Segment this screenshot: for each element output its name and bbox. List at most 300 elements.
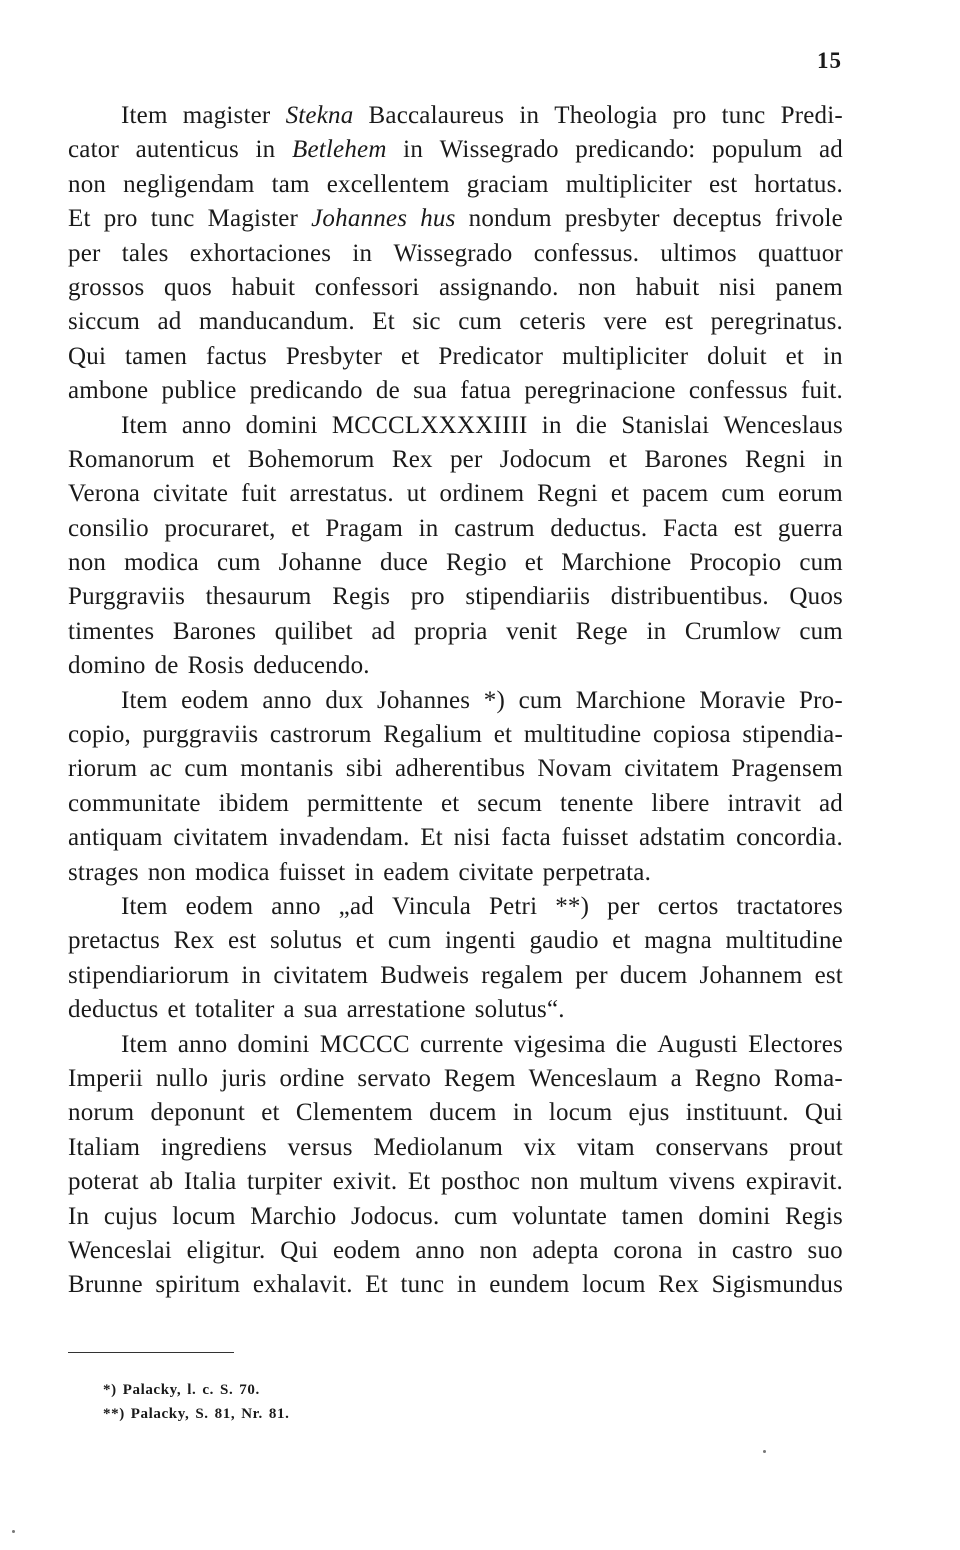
word: adherentibus [395, 755, 526, 783]
word: deponunt [150, 1099, 246, 1127]
word: vigesima [513, 1030, 606, 1058]
word: stipendia- [742, 721, 843, 749]
text-line [68, 340, 843, 374]
word: et [524, 549, 544, 577]
word: Item [121, 1030, 168, 1058]
word: facta [501, 824, 551, 852]
footnote-word: **) [103, 1406, 125, 1422]
word: solutus [269, 927, 343, 955]
word: cum [458, 308, 502, 336]
word: consilio [68, 514, 149, 542]
word: eodem [181, 686, 249, 714]
word: spiritum [155, 1271, 241, 1299]
word: ut [406, 480, 427, 508]
word: castrorum [269, 721, 372, 749]
word: autenticus [135, 136, 239, 164]
word: Rosis [187, 652, 245, 680]
word: Verona [68, 480, 141, 508]
word: cum [518, 686, 563, 714]
word: sibi [345, 755, 383, 783]
word: fuisset [278, 858, 346, 886]
text-line [68, 890, 843, 924]
word: Crumlow [684, 617, 781, 645]
word: Imperii [68, 1064, 143, 1092]
word: Rex [391, 445, 433, 473]
word: pretactus [68, 927, 161, 955]
word: grossos [68, 273, 145, 301]
word: die [575, 411, 608, 439]
word: Procopio [689, 549, 782, 577]
text-line [68, 237, 843, 271]
text-line [68, 580, 843, 614]
word: quilibet [274, 617, 353, 645]
word: Johannes [311, 205, 408, 233]
word: copio, [68, 721, 131, 749]
word: eligitur. [186, 1236, 266, 1264]
word: est [814, 961, 843, 989]
word: Qui [68, 342, 107, 370]
word: **) [555, 892, 590, 920]
word: thesaurum [205, 583, 312, 611]
word: Et [420, 824, 443, 852]
word: confessus. [533, 239, 640, 267]
word: ordine [279, 1064, 345, 1092]
word: Pragensem [731, 755, 843, 783]
word: Wissegrado [393, 239, 513, 267]
word: non [578, 273, 617, 301]
word: die [615, 1030, 648, 1058]
footnote-word: 81. [268, 1406, 290, 1422]
word: venit [506, 617, 558, 645]
word: gaudio [529, 927, 599, 955]
text-line [68, 1200, 843, 1234]
word: Et [372, 308, 395, 336]
word: Regni [537, 480, 598, 508]
word: ibidem [218, 789, 290, 817]
word: Wenceslai [68, 1236, 172, 1264]
word: cator [68, 136, 119, 164]
word: ambone [68, 377, 149, 405]
word: predicando [249, 377, 363, 405]
word: in [241, 961, 262, 989]
word: non [68, 170, 107, 198]
word: in [519, 102, 540, 129]
word: civitatem [273, 961, 369, 989]
word: vitam [576, 1133, 635, 1161]
word: cum [799, 549, 843, 577]
word: Qui [804, 1099, 843, 1127]
word: in [418, 514, 439, 542]
word: quos [163, 273, 212, 301]
text-line [68, 271, 843, 305]
word: ab [149, 1168, 174, 1196]
word: civitate [152, 480, 229, 508]
page-number: 15 [817, 48, 842, 73]
word: timentes [68, 617, 155, 645]
scan-speck [12, 1530, 15, 1533]
word: civitate [458, 858, 534, 886]
word: de [154, 652, 179, 680]
footnote-rule [68, 1352, 234, 1353]
word: tales [121, 239, 169, 267]
word: Vincula [391, 892, 472, 920]
word: non [147, 858, 186, 886]
footnote [103, 1378, 295, 1402]
word: anno [181, 411, 232, 439]
word: in [697, 1236, 718, 1264]
word: in [354, 858, 375, 886]
word: Novam [537, 755, 613, 783]
word: stipendiariis [465, 583, 591, 611]
word: multum [579, 1168, 659, 1196]
word: regalem [481, 961, 564, 989]
word: ac [149, 755, 173, 783]
word: modica [124, 549, 199, 577]
footnote-word: l. [187, 1382, 197, 1398]
word: juris [221, 1064, 267, 1092]
word: Qui [280, 1236, 319, 1264]
word: non [479, 1236, 518, 1264]
word: tam [271, 170, 310, 198]
word: ultimos [660, 239, 737, 267]
footnote-word: 81, [214, 1406, 236, 1422]
text-line [68, 752, 843, 786]
word: per [68, 239, 101, 267]
word: ingrediens [160, 1133, 267, 1161]
word: domini [698, 1202, 771, 1230]
word: frivole [774, 205, 843, 233]
word: intravit [727, 789, 802, 817]
word: locum [172, 1202, 236, 1230]
word: adepta [532, 1236, 599, 1264]
word: tamen [621, 1202, 684, 1230]
word: et [608, 445, 628, 473]
word: exhalavit. [252, 1271, 353, 1299]
word: in [512, 1099, 533, 1127]
footnotes [103, 1378, 295, 1426]
word: Johannem [699, 961, 803, 989]
footnote-word: Palacky, [122, 1382, 182, 1398]
word: per [575, 961, 608, 989]
word: cum [184, 755, 229, 783]
word: et [355, 927, 375, 955]
text-line [68, 856, 843, 890]
word: Rege [575, 617, 628, 645]
word: et [785, 342, 805, 370]
word: ad [818, 136, 843, 164]
word: domini [237, 1030, 310, 1058]
word: civitatem [173, 824, 269, 852]
word: predicando: [575, 136, 696, 164]
word: eodem [333, 1236, 401, 1264]
word: Pragam [325, 514, 403, 542]
footnote-word: S. [195, 1406, 209, 1422]
word: tunc [150, 205, 195, 233]
word: Rex [173, 927, 215, 955]
word: instituunt. [685, 1099, 789, 1127]
word: hus [420, 205, 456, 233]
word: Presbyter [285, 342, 383, 370]
word: deductus. [550, 514, 648, 542]
word: Wissegrado [439, 136, 559, 164]
word: *) [483, 686, 506, 714]
word: turpiter [246, 1168, 323, 1196]
word: distribuentibus. [610, 583, 769, 611]
word: permittente [307, 789, 424, 817]
word: a [283, 996, 295, 1024]
word: dux [325, 686, 364, 714]
word: Item [121, 892, 168, 920]
word: et [291, 514, 310, 542]
word: prout [789, 1133, 843, 1161]
word: non [530, 1168, 569, 1196]
word: Bohemorum [247, 445, 375, 473]
word: Italiam [68, 1133, 141, 1161]
word: sua [303, 996, 338, 1024]
word: Romanorum [68, 445, 195, 473]
word: Moravie [699, 686, 786, 714]
body-text [68, 99, 843, 1303]
word: et [167, 996, 186, 1024]
word: anno [262, 686, 312, 714]
text-line [68, 649, 843, 683]
word: purggraviis [142, 721, 259, 749]
word: Barones [644, 445, 728, 473]
word: Predi- [780, 102, 843, 129]
word: Regem [443, 1064, 516, 1092]
word: cum [799, 617, 843, 645]
word: Wenceslaus [723, 411, 843, 439]
word: siccum [68, 308, 141, 336]
word: exivit. [332, 1168, 398, 1196]
word: Mediolanum [373, 1133, 504, 1161]
word: Regio [446, 549, 507, 577]
word: adstatim [639, 824, 726, 852]
word: a [670, 1064, 682, 1092]
word: in [403, 136, 424, 164]
text-line [68, 787, 843, 821]
word: peregrinatus. [710, 308, 843, 336]
footnote-word: S. [220, 1382, 234, 1398]
text-line [68, 99, 843, 133]
word: tamen [125, 342, 188, 370]
word: graciam [466, 170, 549, 198]
word: servato [357, 1064, 432, 1092]
word: in [646, 617, 667, 645]
word: Sigismundus [711, 1271, 843, 1299]
word: perpetrata. [542, 858, 652, 886]
word: pro [672, 102, 707, 129]
text-line [68, 1062, 843, 1096]
word: Quos [789, 583, 843, 611]
word: tunc [400, 1271, 445, 1299]
word: nisi [718, 273, 756, 301]
word: et [610, 480, 630, 508]
word: Electores [748, 1030, 843, 1058]
word: fuit [241, 480, 277, 508]
word: Item [121, 686, 168, 714]
word: Clementem [295, 1099, 413, 1127]
word: Augusti [657, 1030, 738, 1058]
word: eorum [777, 480, 843, 508]
word: In [68, 1202, 90, 1230]
word: procuraret, [164, 514, 276, 542]
word: Regni [745, 445, 806, 473]
word: arrestatione [346, 996, 466, 1024]
word: Item [121, 411, 168, 439]
word: multipliciter [565, 170, 692, 198]
footnote-word: Palacky, [130, 1406, 190, 1422]
word: locum [548, 1099, 613, 1127]
word: assignando. [438, 273, 559, 301]
word: multitudine [523, 721, 642, 749]
word: secum [477, 789, 543, 817]
word: cum [721, 480, 766, 508]
word: Stanislai [621, 411, 710, 439]
word: MCCCC [319, 1030, 410, 1058]
word: non [68, 549, 107, 577]
word: Regno [694, 1064, 762, 1092]
word: multipliciter [562, 342, 689, 370]
word: ceteris [519, 308, 586, 336]
word: magister [182, 102, 271, 129]
word: tunc [721, 102, 766, 129]
text-line [68, 959, 843, 993]
word: Baccalaureus [368, 102, 505, 129]
word: vix [523, 1133, 557, 1161]
word: anno [177, 1030, 228, 1058]
word: habuit [231, 273, 296, 301]
word: in [823, 342, 843, 370]
footnote-word: *) [103, 1382, 117, 1398]
word: Barones [172, 617, 257, 645]
text-line [68, 1131, 843, 1165]
word: Wenceslaum [528, 1064, 658, 1092]
word: posthoc [440, 1168, 521, 1196]
word: suo [807, 1236, 843, 1264]
word: publice [161, 377, 237, 405]
word: corona [613, 1236, 683, 1264]
word: fuit. [801, 377, 843, 405]
word: vivens [668, 1168, 736, 1196]
word: cum [387, 927, 432, 955]
word: anno [415, 1236, 465, 1264]
word: „ad [338, 892, 374, 920]
text-line [68, 202, 843, 236]
word: quattuor [758, 239, 843, 267]
word: ordinem [439, 480, 525, 508]
word: et [612, 927, 631, 955]
word: magna [644, 927, 712, 955]
text-line [68, 1234, 843, 1268]
word: domini [245, 411, 318, 439]
word: duce [380, 549, 429, 577]
word: libere [651, 789, 710, 817]
word: invadendam. [278, 824, 410, 852]
word: Predicator [438, 342, 544, 370]
word: ad [157, 308, 182, 336]
word: nondum [468, 205, 552, 233]
word: communitate [68, 789, 201, 817]
word: Theologia [554, 102, 658, 129]
word: Johanne [278, 549, 362, 577]
word: riorum [68, 755, 138, 783]
word: sic [412, 308, 441, 336]
word: solutus“. [474, 996, 565, 1024]
word: stipendiariorum [68, 961, 230, 989]
word: Regalium [383, 721, 483, 749]
text-line [68, 374, 843, 408]
word: eodem [185, 892, 254, 920]
word: est [733, 514, 763, 542]
text-line [68, 718, 843, 752]
word: eadem [383, 858, 450, 886]
word: locum [582, 1271, 646, 1299]
word: sua [413, 377, 448, 405]
text-line [68, 615, 843, 649]
word: domino [68, 652, 146, 680]
word: copiosa [652, 721, 731, 749]
text-line [68, 443, 843, 477]
word: guerra [777, 514, 843, 542]
word: et [401, 342, 420, 370]
text-line [68, 993, 843, 1027]
word: pro [410, 583, 445, 611]
word: est [228, 927, 257, 955]
text-line [68, 684, 843, 718]
word: ad [371, 617, 396, 645]
text-line [68, 512, 843, 546]
word: Roma- [773, 1064, 843, 1092]
word: poterat [68, 1168, 139, 1196]
word: confessus [688, 377, 788, 405]
text-line [68, 1268, 843, 1302]
word: est [664, 308, 694, 336]
word: ad [819, 789, 843, 817]
word: Marchione [575, 686, 686, 714]
text-line [68, 133, 843, 167]
word: in [823, 445, 843, 473]
word: deducendo. [253, 652, 370, 680]
word: fatua [460, 377, 512, 405]
word: civitatem [624, 755, 720, 783]
word: et [212, 445, 231, 473]
footnote-word: Nr. [241, 1406, 263, 1422]
word: versus [287, 1133, 353, 1161]
word: norum [68, 1099, 135, 1127]
word: habuit [635, 273, 700, 301]
word: Johannes [376, 686, 471, 714]
word: fuisset [561, 824, 629, 852]
text-line [68, 924, 843, 958]
scan-speck [763, 1450, 766, 1453]
word: Et [365, 1271, 388, 1299]
word: de [375, 377, 400, 405]
word: nisi [453, 824, 491, 852]
word: presbyter [564, 205, 660, 233]
footnote-word: 70. [239, 1382, 260, 1398]
word: ducem [619, 961, 688, 989]
word: exhortaciones [189, 239, 332, 267]
word: Rex [658, 1271, 700, 1299]
word: in [255, 136, 276, 164]
text-line [68, 1096, 843, 1130]
word: castro [731, 1236, 793, 1264]
word: confessori [314, 273, 420, 301]
word: tractatores [736, 892, 843, 920]
word: cujus [103, 1202, 158, 1230]
word: et [440, 789, 460, 817]
